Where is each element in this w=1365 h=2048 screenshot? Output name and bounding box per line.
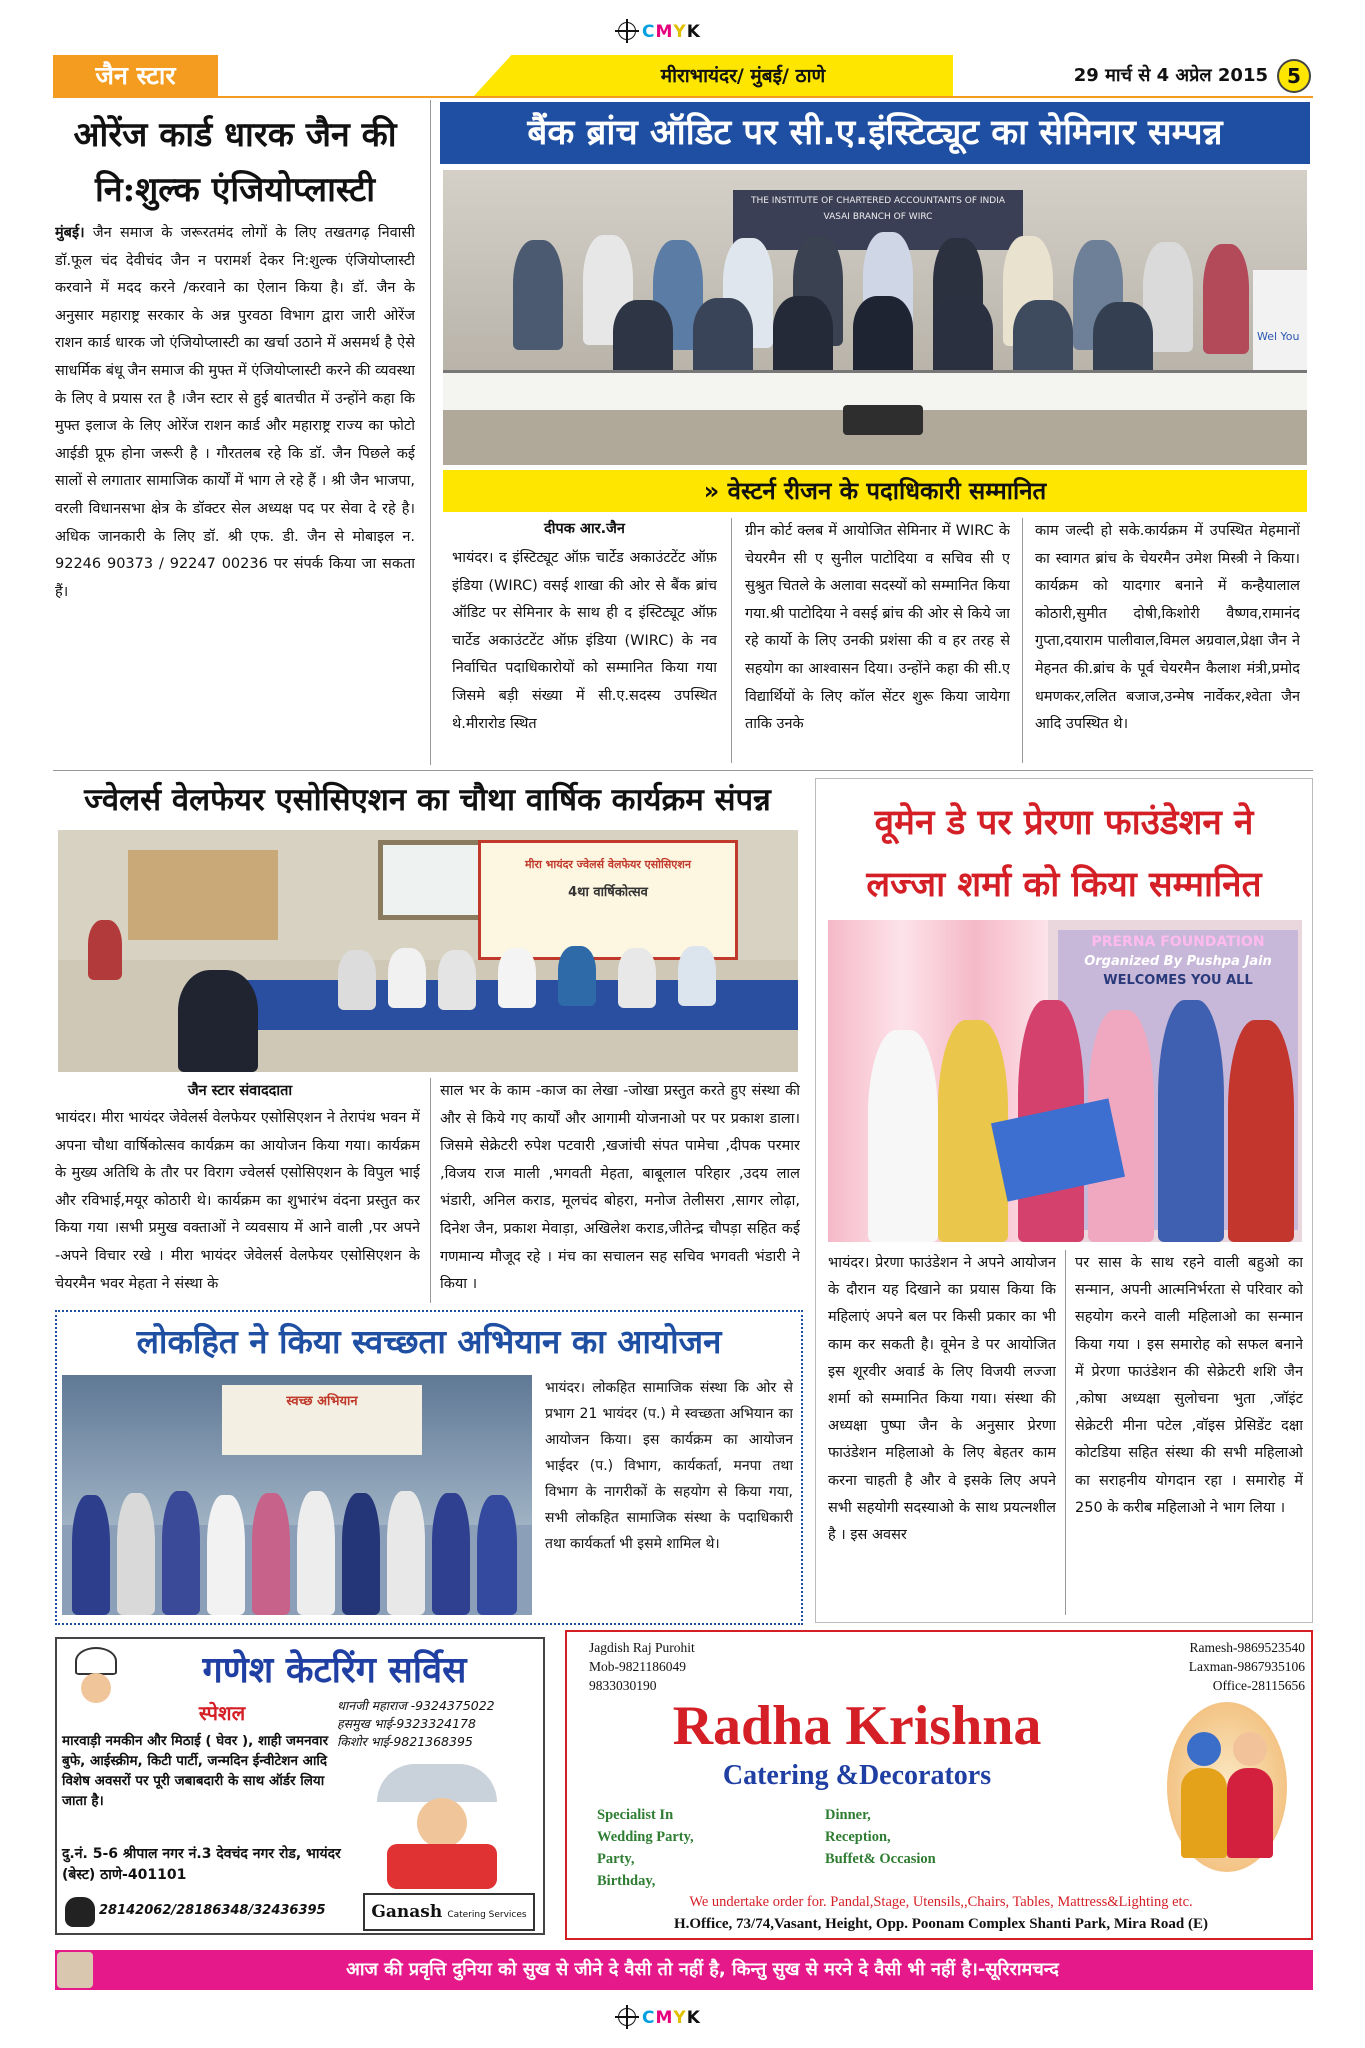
angioplasty-text: जैन समाज के जरूरतमंद लोगों के लिए तखतगढ़ निवासी डॉ.फूल चंद देवीचंद जैन न परामर्श देकर नि:शुल्क एंजियोप्लास्टी करवाने में मदद करने /करवाने का ऐलान किया है। डॉ. जैन के अनुसार महाराष्ट्र सरकार के अन्न पुरवठा विभाग द्वारा जारी ओरेंज राशन कार्ड धारक जो एंजियोप्लास्टी का खर्चा उठाने में असमर्थ है ऐसे साधर्मिक बंधू जैन समाज की मुफ्त में एंजियोप्लास्टी करने की व्यवस्था के लिए वे प्रयास रत है ।जैन स्टार से हुई बातचीत में उन्होंने कहा कि मुफ्त इलाज के लिए ओरेंज राशन कार्ड और महाराष्ट्र राज्य का फोटो आईडी प्रूफ होना जरूरी है । गौरतलब रहे कि डॉ. जैन पिछले कई सालों से लगातार सामाजिक कार्यों में भाग ले रहे हैं । श्री जैन भाजपा, वरली विधानसभा क्षेत्र के डॉक्टर सेल अध्यक्ष पद पर सेवा दे रहे है। अधिक जानकारी के लिए डॉ. श्री एफ. डी. जैन से मोबाइल न. 92246 90373 / 92247 00236 पर संपर्क किया जा सकता हैं। [55, 225, 415, 600]
jewellers-banner-line1: मीरा भायंदर ज्वेलर्स वेलफेयर एसोसिएशन [525, 858, 691, 871]
photo-person [342, 1493, 380, 1615]
photo-person [853, 296, 913, 376]
radha-special-item: Specialist In [597, 1807, 674, 1823]
angioplasty-body [55, 220, 415, 765]
womens-day-col1: भायंदर। प्रेरणा फाउंडेशन ने अपने आयोजन के दौरान यह दिखाने का प्रयास किया कि महिलाएं अपने बल पर किसी प्रकार का भी काम कर सकती है। वूमेन डे पर आयोजित इस शूरवीर अवार्ड के लिए विजयी लज्जा शर्मा को सम्मानित किया गया। संस्था की अध्यक्षा पुष्पा जैन के अनुसार प्रेरणा फाउंडेशन महिलाओ के लिए बेहतर काम करना चाहती है और वे इसके लिए अपने सभी सहयोगी सदस्याओ के साथ प्रयत्नशील है । इस अवसर [828, 1255, 1056, 1544]
photo-person [933, 298, 993, 378]
photo-person [1228, 1020, 1294, 1242]
photo-person [88, 920, 122, 980]
ganesh-chef-illustration [347, 1764, 537, 1889]
bank-audit-photo [443, 170, 1307, 465]
jewellers-col2: साल भर के काम -काज का लेखा -जोखा प्रस्तुत करते हुए संस्था की और से किये गए कार्यों और आगामी योजनाओ पर पर प्रकाश डाला। जिसमे सेक्रेटरी रुपेश पटवारी ,खजांची संपत पामेचा ,दीपक परमार ,विजय राज माली ,भगवती मेहता, बाबूलाल परिहार ,उदय लाल भंडारी, अनिल कराड, मूलचंद बोहरा, मनोज तेलीसरा ,सागर लोढ़ा, दिनेश जैन, प्रकाश मेवाड़ा, अखिलेश कराड,जीतेन्द्र चौपड़ा सहित कई गणमान्य मौजूद रहे । मंच का सचालन सह सचिव भगवती भंडारी ने किया । [440, 1083, 800, 1293]
bank-audit-byline: दीपक आर.जैन [544, 521, 625, 537]
ganesh-special: स्पेशल [198, 1701, 246, 1725]
bank-audit-subhead: » वेस्टर्न रीजन के पदाधिकारी सम्मानित [443, 470, 1307, 512]
radha-undertake: We undertake order for. Pandal,Stage, Utensils,,Chairs, Tables, Mattress&Lighting etc. [689, 1894, 1193, 1910]
jewellers-col1: भायंदर। मीरा भायंदर जेवेलर्स वेलफेयर एसोसिएशन ने तेरापंथ भवन में अपना चौथा वार्षिकोत्सव कार्यक्रम का आयोजन किया गया। कार्यक्रम के मुख्य अतिथि के तौर पर विराग ज्वेलर्स एसोसिएशन के विपुल भाई और रविभाई,मयूर कोठारी थे। कार्यक्रम का शुभारंभ वंदना प्रस्तुत कर किया गया ।सभी प्रमुख वक्ताओं ने व्यवसाय में आने वाली ,पर अपने -अपने विचार रखे । मीरा भायंदर जेवेलर्स वेलफेयर एसोसिएशन के चेयरमैन भवर मेहता ने संस्था के [55, 1110, 420, 1292]
ganesh-title: गणेश केटरिंग सर्विस [202, 1649, 467, 1691]
radha-specialist-left [597, 1804, 797, 1892]
ganesh-contact: हसमुख भाई-9323324178 [337, 1716, 476, 1731]
cleanliness-headline: लोकहित ने किया स्वच्छता अभियान का आयोजन [136, 1322, 722, 1361]
radha-contact-left [589, 1638, 809, 1695]
photo-person [432, 1493, 470, 1615]
radha-special-item: Reception, [825, 1829, 891, 1845]
photo-person [252, 1493, 290, 1615]
masthead-location: मीराभायंदर/ मुंबई/ ठाणे [660, 65, 826, 87]
photo-person [1013, 300, 1073, 380]
photo-person [117, 1493, 155, 1615]
jewellers-byline: जैन स्टार संवाददाता [187, 1083, 293, 1099]
cmyk-mark-top: CMYK [618, 22, 701, 42]
photo-person [178, 970, 258, 1072]
photo-banner-text: THE INSTITUTE OF CHARTERED ACCOUNTANTS OF INDIA [750, 196, 1006, 206]
jewellers-banner [478, 840, 738, 960]
radha-special-item: Dinner, [825, 1807, 871, 1823]
prerna-banner-top: PRERNA FOUNDATION [1091, 934, 1265, 950]
photo-person [613, 300, 673, 380]
ganesh-catering-ad [55, 1637, 545, 1935]
photo-person [693, 298, 753, 378]
jewellers-banner-line2: 4था वार्षिकोत्सव [568, 885, 648, 900]
registration-mark-icon [618, 22, 636, 40]
page-number: 5 [1277, 59, 1311, 93]
masthead [53, 55, 1313, 97]
bank-audit-col3: काम जल्दी हो सके.कार्यक्रम में उपस्थित मेहमानों का स्वागत ब्रांच के चेयरमैन उमेश मिस्त्री ने किया। कार्यक्रम को यादगार बनाने में कन्हैयालाल कोठारी,सुमीत दोषी,किशोरी वैष्णव,रामानंद गुप्ता,दयाराम पालीवाल,विमल अग्रवाल,प्रेक्षा जैन ने मेहनत की.ब्रांच के पूर्व चेयरमैन कैलाश मंत्री,प्रमोद धमणकर,ललित बजाज,उन्मेष नार्वेकर,श्वेता जैन आदि उपस्थित थे। [1035, 523, 1300, 733]
radha-name: Radha Krishna [672, 1695, 1042, 1757]
phone-icon [65, 1897, 95, 1927]
photo-projector [843, 405, 923, 435]
angioplasty-title-line1: ओरेंज कार्ड धारक जैन की [73, 115, 397, 155]
column-divider [731, 518, 732, 763]
radha-special-item: Wedding Party, [597, 1829, 694, 1845]
author-avatar [57, 1952, 93, 1988]
ganesh-services: मारवाड़ी नमकीन और मिठाई ( घेवर ), शाही जमनवार बुफे, आईस्क्रीम, किटी पार्टी, जन्मदिन ईन्वीटेशन आदि विशेष अवसरों पर पूरी जबाबदारी के साथ ऑर्डर लिया जाता है। [62, 1733, 329, 1809]
cleanliness-photo [62, 1375, 532, 1615]
photo-person [1203, 244, 1249, 354]
ganesh-contact: किशोर भाई-9821368395 [337, 1734, 473, 1749]
photo-person [162, 1491, 200, 1615]
bank-audit-headline: बैंक ब्रांच ऑडिट पर सी.ए.इंस्टिट्यूट का सेमिनार सम्पन्न [440, 102, 1310, 164]
angioplasty-title-line2: नि:शुल्क एंजियोप्लास्टी [94, 170, 376, 210]
ganesh-brand-sub: Catering Services [447, 1910, 527, 1920]
masthead-date: 29 मार्च से 4 अप्रेल 2015 [1073, 65, 1268, 86]
prerna-banner-bot: WELCOMES YOU ALL [1103, 973, 1253, 988]
photo-person [498, 948, 536, 1008]
radha-contact: Ramesh-9869523540 [1189, 1640, 1305, 1655]
radha-contact: Office-28115656 [1212, 1678, 1305, 1693]
cleanliness-body: भायंदर। लोकहित सामाजिक संस्था कि ओर से प्रभाग 21 भायंदर (प.) मे स्वच्छता अभियान का आयोजन किया। इस कार्यक्रम का आयोजन भाईदर (प.) विभाग, कार्यकर्ता, मनपा तथा विभाग के नागरीकों के सहयोग से किया गया, सभी लोकहित सामाजिक संस्था के पदाधिकारी तथा कार्यकर्ता भी इसमे शामिल थे। [545, 1380, 793, 1552]
chef-icon [65, 1647, 127, 1707]
radha-specialist-right [825, 1804, 1025, 1870]
photo-person [338, 950, 376, 1010]
womens-day-headline-line2: लज्जा शर्मा को किया सम्मानित [866, 865, 1262, 905]
womens-day-col2: पर सास के साथ रहने वाली बहुओ का सन्मान, अपनी आत्मनिर्भरता से परिवार को सहयोग करने वाली महिलाओ का सन्मान किया गया । इस समारोह को सफल बनाने में प्रेरणा फाउंडेशन की सेक्रेटरी शशि जैन ,कोषा अध्यक्षा सुलोचना भुता ,जॉइंट सेक्रेटरी मीना पटेल ,वॉइस प्रेसिडेंट दक्षा कोटडिया सहित संस्था की सभी महिलाओ का सराहनीय योगदान रहा । समारोह में 250 के करीब महिलाओ ने भाग लिया । [1075, 1255, 1303, 1516]
photo-person [207, 1495, 245, 1615]
radha-contact: Laxman-9867935106 [1188, 1659, 1305, 1674]
ganesh-phones: 28142062/28186348/32436395 [99, 1903, 326, 1918]
quote-text: आज की प्रवृत्ति दुनिया को सुख से जीने दे वैसी तो नहीं है, किन्तु सुख से मरने दे वैसी भी नहीं है।-सूरिरामचन्द [346, 1959, 1059, 1980]
ganesh-address: दु.नं. 5-6 श्रीपाल नगर नं.3 देवचंद नगर रोड, भायंदर (बेस्ट) ठाणे-401101 [62, 1846, 341, 1883]
womens-day-headline-line1: वूमेन डे पर प्रेरणा फाउंडेशन ने [874, 803, 1254, 843]
photo-person [438, 950, 476, 1010]
photo-person [388, 948, 426, 1008]
radha-contact: Mob-9821186049 [589, 1659, 686, 1674]
ganesh-brand: Ganash [371, 1902, 443, 1922]
ganesh-contacts [337, 1697, 537, 1751]
photo-person [558, 946, 596, 1006]
radha-special-item: Buffet& Occasion [825, 1851, 936, 1867]
registration-mark-icon [618, 2008, 636, 2026]
bank-audit-col1: भायंदर। द इंस्टिट्यूट ऑफ़ चार्टेड अकाउंटटेंट ऑफ़ इंडिया (WIRC) वसई शाखा की ओर से बैंक ब्रांच ऑडिट पर सेमिनार के साथ ही द इंस्टिट्यूट ऑफ़ चार्टेड अकाउंटटेंट ऑफ़ इंडिया (WIRC) के नव निर्वाचित पदाधिकारोयों को सम्मानित किया गया जिसमे बड़ी संख्या में सी.ए.सदस्य उपस्थित थे.मीरारोड स्थित [452, 550, 717, 732]
photo-table [443, 370, 1307, 410]
bank-audit-col2: ग्रीन कोर्ट क्लब में आयोजित सेमिनार में WIRC के चेयरमैन सी ए सुनील पाटोदिया व सचिव सी ए सुश्रुत चितले के अलावा सदस्यों को सम्मानित किया गया.श्री पाटोदिया ने वसई ब्रांच की ओर से किये जा रहे कार्यो के लिए उनकी प्रशंसा की व हर तरह से सहयोग का आश्वासन दिया। उन्होंने कहा की सी.ए विद्यार्थियों के लिए कॉल सेंटर शुरू किया जायेगा ताकि उनके [745, 523, 1010, 733]
section-rule [53, 770, 1313, 771]
radha-address: H.Office, 73/74,Vasant, Height, Opp. Poonam Complex Shanti Park, Mira Road (E) [673, 1916, 1209, 1932]
radha-krishna-ad [565, 1630, 1313, 1940]
photo-person [868, 1030, 938, 1242]
cleanliness-banner: स्वच्छ अभियान [222, 1385, 422, 1455]
radha-contact-right [1087, 1638, 1305, 1695]
column-divider [1065, 1250, 1066, 1615]
photo-person [513, 240, 563, 350]
photo-welcome-board: Wel You [1253, 270, 1307, 440]
photo-person [1158, 1000, 1224, 1242]
radha-contact: 9833030190 [589, 1678, 657, 1693]
prerna-banner-mid: Organized By Pushpa Jain [1084, 954, 1272, 969]
photo-person [773, 296, 833, 376]
photo-cabinet [128, 850, 278, 940]
photo-banner-text-2: VASAI BRANCH OF WIRC [823, 212, 933, 222]
radha-special-item: Party, [597, 1851, 635, 1867]
cmyk-mark-bottom: CMYK [618, 2008, 701, 2028]
jewellers-headline: ज्वेलर्स वेलफेयर एसोसिएशन का चौथा वार्षिक कार्यक्रम संपन्न [84, 782, 771, 818]
angioplasty-dateline: मुंबई। [55, 225, 85, 241]
photo-person [72, 1495, 110, 1615]
radha-contact: Jagdish Raj Purohit [589, 1640, 695, 1655]
masthead-rule [53, 96, 1313, 98]
radha-special-item: Birthday, [597, 1873, 656, 1889]
womens-day-photo [828, 920, 1302, 1242]
photo-person [618, 948, 656, 1008]
photo-person [477, 1495, 517, 1615]
column-divider [430, 100, 431, 765]
jewellers-photo [58, 830, 798, 1072]
radha-tagline: Catering &Decorators [722, 1760, 992, 1791]
radha-krishna-illustration [1157, 1692, 1297, 1882]
photo-person [387, 1491, 425, 1615]
photo-person [297, 1491, 335, 1615]
quote-bar [55, 1950, 1313, 1990]
ganesh-brand-box [363, 1893, 535, 1931]
ganesh-contact: थानजी महाराज -9324375022 [337, 1698, 495, 1713]
masthead-logo: जैन स्टार [53, 55, 218, 97]
column-divider [1022, 518, 1023, 763]
column-divider [430, 1078, 431, 1303]
photo-person [678, 946, 716, 1006]
